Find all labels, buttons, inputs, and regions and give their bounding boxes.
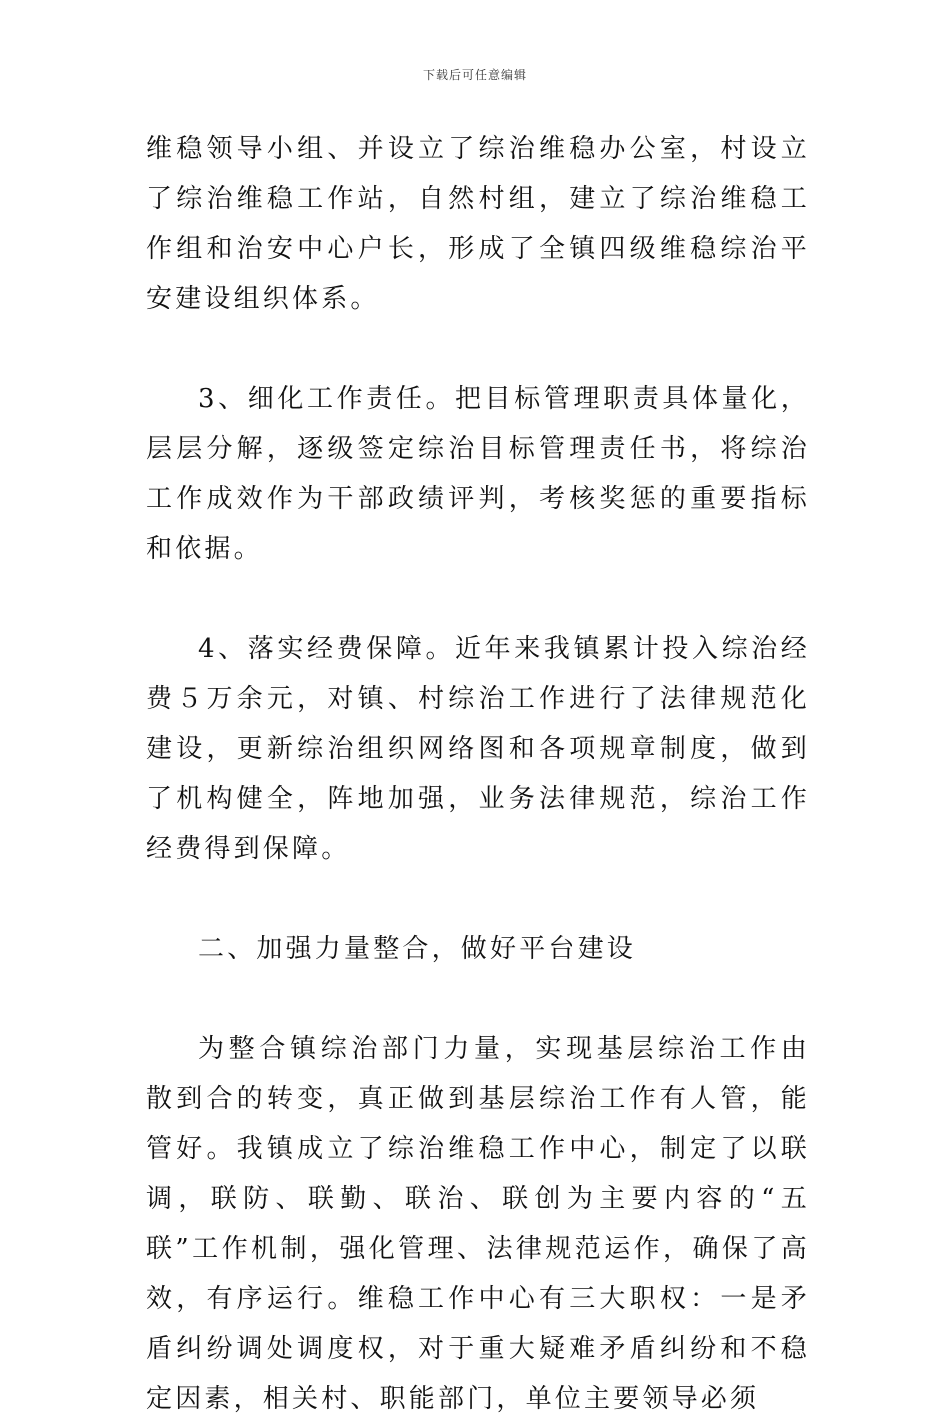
document-body bbox=[146, 124, 810, 1424]
paragraph-gap bbox=[146, 574, 810, 624]
page-header-note: 下载后可任意编辑 bbox=[422, 68, 527, 82]
section-heading-2: 二、加强力量整合，做好平台建设 bbox=[198, 934, 637, 964]
paragraph-item-3: 3、细化工作责任。把目标管理职责具体量化，层层分解，逐级签定综治目标管理责任书，将综治工作成效作为干部政绩评判，考核奖惩的重要指标和依据。 bbox=[146, 384, 810, 564]
paragraph-continuation: 维稳领导小组、并设立了综治维稳办公室，村设立了综治维稳工作站，自然村组，建立了综治维稳工作组和治安中心户长，形成了全镇四级维稳综治平安建设组织体系。 bbox=[146, 134, 810, 314]
paragraph-gap bbox=[146, 874, 810, 924]
paragraph-section-2-body: 为整合镇综治部门力量，实现基层综治工作由散到合的转变，真正做到基层综治工作有人管，能管好。我镇成立了综治维稳工作中心，制定了以联调，联防、联勤、联治、联创为主要内容的“五联”工作机制，强化管理、法律规范运作，确保了高效，有序运行。维稳工作中心有三大职权：一是矛盾纠纷调处调度权，对于重大疑难矛盾纠纷和不稳定因素，相关村、职能部门，单位主要领导必须 bbox=[146, 1034, 810, 1414]
paragraph-item-4: 4、落实经费保障。近年来我镇累计投入综治经费５万余元，对镇、村综治工作进行了法律规范化建设，更新综治组织网络图和各项规章制度，做到了机构健全，阵地加强，业务法律规范，综治工作经费得到保障。 bbox=[146, 634, 810, 864]
paragraph-gap bbox=[146, 324, 810, 374]
paragraph-gap bbox=[146, 974, 810, 1024]
